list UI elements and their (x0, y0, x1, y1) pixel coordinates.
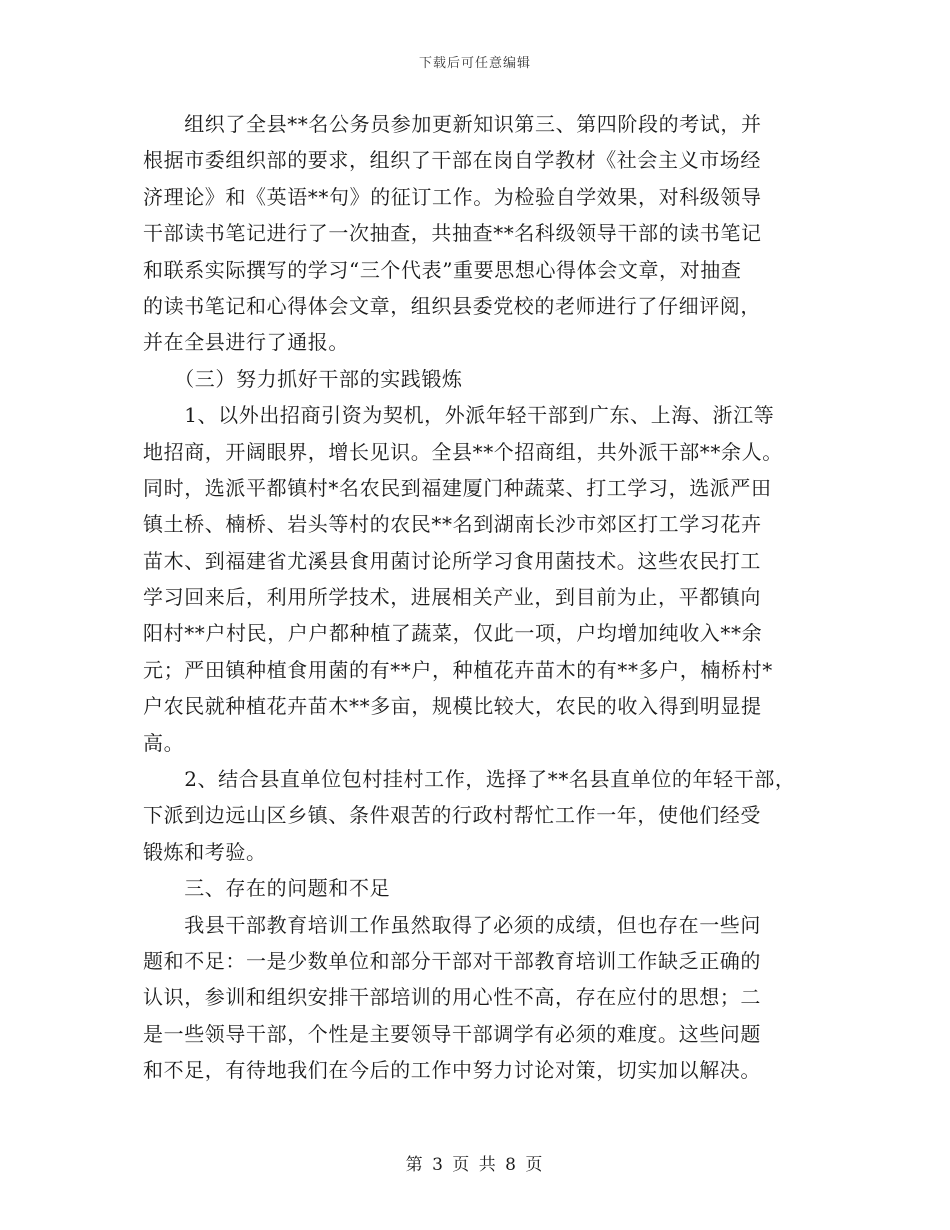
text-line: 我县干部教育培训工作虽然取得了必须的成绩，但也存在一些问 (143, 912, 761, 937)
text-line: 下派到边远山区乡镇、条件艰苦的行政村帮忙工作一年，使他们经受 (143, 803, 761, 828)
text-line: 锻炼和考验。 (143, 839, 267, 864)
text-line: 2、结合县直单位包村挂村工作，选择了**名县直单位的年轻干部， (143, 767, 796, 792)
text-line: 根据市委组织部的要求，组织了干部在岗自学教材《社会主义市场经 (143, 148, 761, 173)
text-line: 是一些领导干部，个性是主要领导干部调学有必须的难度。这些问题 (143, 1021, 761, 1046)
text-line: 户农民就种植花卉苗木**多亩，规模比较大，农民的收入得到明显提 (143, 694, 762, 719)
text-line: 并在全县进行了通报。 (143, 330, 349, 355)
document-body (143, 106, 823, 1089)
text-line: 的读书笔记和心得体会文章，组织县委党校的老师进行了仔细评阅， (143, 293, 761, 318)
text-line: 干部读书笔记进行了一次抽查，共抽查**名科级领导干部的读书笔记 (143, 221, 762, 246)
text-line: 1、以外出招商引资为契机，外派年轻干部到广东、上海、浙江等 (143, 403, 775, 428)
text-line: 组织了全县**名公务员参加更新知识第三、第四阶段的考试，并 (143, 112, 762, 136)
text-line: 和联系实际撰写的学习“三个代表”重要思想心得体会文章，对抽查 (143, 257, 742, 282)
text-line: 同时，选派平都镇村*名农民到福建厦门种蔬菜、打工学习，选派严田 (143, 475, 772, 500)
text-line: 地招商，开阔眼界，增长见识。全县**个招商组，共外派干部**余人。 (143, 439, 783, 464)
section-heading: 三、存在的问题和不足 (143, 876, 391, 901)
text-line: 题和不足：一是少数单位和部分干部对干部教育培训工作缺乏正确的 (143, 948, 761, 973)
text-line: 和不足，有待地我们在今后的工作中努力讨论对策，切实加以解决。 (143, 1058, 761, 1083)
section-heading: （三）努力抓好干部的实践锻炼 (143, 366, 463, 391)
text-line: 高。 (143, 730, 185, 755)
text-line: 认识，参训和组织安排干部培训的用心性不高，存在应付的思想；二 (143, 985, 761, 1010)
text-line: 苗木、到福建省尤溪县食用菌讨论所学习食用菌技术。这些农民打工 (143, 548, 761, 573)
text-line: 学习回来后，利用所学技术，进展相关产业，到目前为止，平都镇向 (143, 585, 761, 610)
page-number-footer: 第 3 页 共 8 页 (405, 1155, 545, 1175)
text-line: 阳村**户村民，户户都种植了蔬菜，仅此一项，户均增加纯收入**余 (143, 621, 763, 646)
page-header-note: 下载后可任意编辑 (418, 56, 531, 71)
text-line: 镇土桥、楠桥、岩头等村的农民**名到湖南长沙市郊区打工学习花卉 (143, 512, 762, 537)
text-line: 元；严田镇种植食用菌的有**户，种植花卉苗木的有**多户，楠桥村* (143, 657, 773, 682)
text-line: 济理论》和《英语**句》的征订工作。为检验自学效果，对科级领导 (143, 184, 762, 209)
